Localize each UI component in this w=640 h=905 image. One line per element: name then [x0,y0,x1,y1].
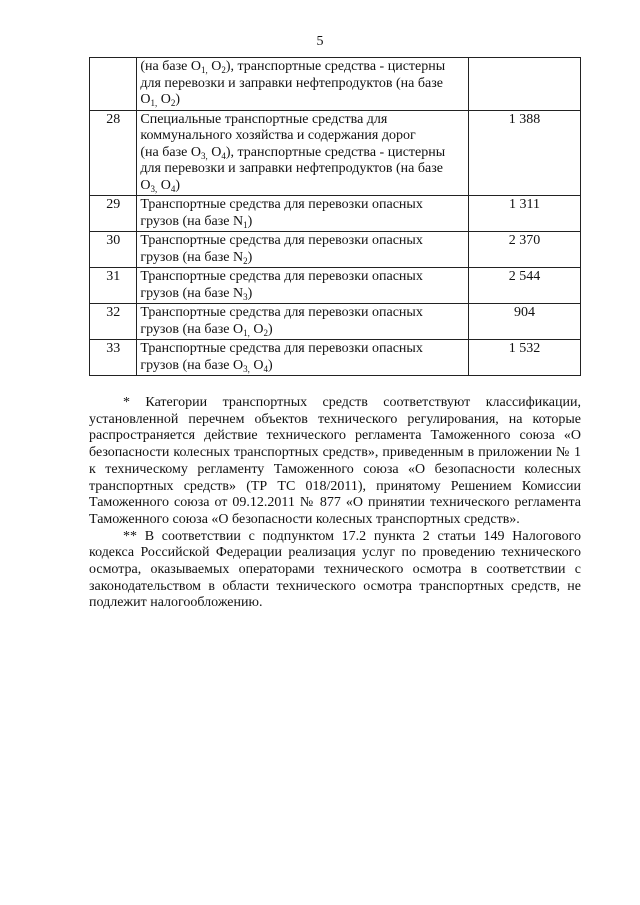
subscript: 1, [200,65,208,75]
text-segment: грузов (на базе N [140,249,244,265]
text-segment: O [157,177,171,193]
footnotes [89,395,581,612]
description-line [140,59,465,76]
text-segment: Транспортные средства для перевозки опасных [140,233,423,248]
table-row [90,58,581,111]
row-price: 2 370 [469,232,581,268]
table-row [90,268,581,304]
text-segment: O [207,144,222,160]
table-row [90,340,581,376]
description-line [140,341,465,358]
subscript: 1, [243,327,250,338]
tariff-table-body [90,58,581,376]
table-row [90,232,581,268]
description-line [140,178,465,195]
table-row [90,304,581,340]
text-segment: ) [247,213,253,229]
description-line [140,286,465,303]
text-segment: для перевозки и заправки нефтепродуктов (на базе [140,75,443,91]
description-line [140,214,465,231]
subscript: 2 [221,65,226,75]
row-description [137,58,469,111]
description-line [140,322,465,339]
text-segment: ) [175,92,181,107]
subscript: 2 [263,327,268,338]
text-segment: O [140,177,151,193]
description-line [140,197,465,214]
row-price: 904 [469,304,581,340]
text-segment: O [157,92,171,107]
description-line [140,112,465,129]
text-segment: ) [175,177,181,193]
text-segment: ), транспортные средства - цистерны [225,144,446,160]
description-line [140,305,465,322]
page-number: 5 [316,34,324,49]
row-description [137,232,469,268]
subscript: 4 [263,363,268,374]
text-segment: Транспортные средства для перевозки опасных [140,197,423,212]
text-segment: коммунального хозяйства и содержания дорог [140,128,416,143]
table-row [90,110,581,196]
text-segment: O [140,92,151,107]
text-segment: ) [267,321,273,337]
row-number [90,58,137,111]
description-line [140,269,465,286]
row-number: 29 [90,196,137,232]
text-segment: O [249,357,264,373]
subscript: 3, [243,363,250,374]
row-number: 32 [90,304,137,340]
row-description [137,196,469,232]
subscript: 3 [243,291,248,302]
subscript: 4 [221,150,226,161]
text-segment: (на базе O [140,59,201,74]
text-segment: (на базе O [140,144,201,160]
text-segment: Транспортные средства для перевозки опасных [140,341,423,356]
description-line [140,128,465,145]
row-price: 1 532 [469,340,581,376]
row-price: 1 388 [469,110,581,196]
row-price: 2 544 [469,268,581,304]
text-segment: Транспортные средства для перевозки опасных [140,269,423,284]
text-segment: ) [247,249,253,265]
description-line [140,92,465,109]
text-segment: грузов (на базе O [140,357,244,373]
row-description [137,268,469,304]
text-segment: грузов (на базе N [140,285,244,301]
description-line [140,161,465,178]
text-segment: ), транспортные средства - цистерны [225,59,446,74]
description-line [140,250,465,267]
row-number: 28 [90,110,137,196]
row-price [469,58,581,111]
text-segment: Транспортные средства для перевозки опасных [140,305,423,320]
table-row [90,196,581,232]
subscript: 3, [150,183,158,194]
footnote-tax-exemption: ** В соответствии с подпунктом 17.2 пункта 2 статьи 149 Налогового кодекса Российской Федерации реализация услуг по проведению технического осмотра, оказываемых операторами технического осмотра в соответствии с законодательством в области технического осмотра транспортных средств, не подлежит налогообложению. [89,528,581,611]
subscript: 2 [243,255,248,266]
text-segment: Специальные транспортные средства для [140,111,388,127]
text-segment: O [207,59,222,74]
text-segment: ) [267,357,273,373]
row-number: 33 [90,340,137,376]
text-segment: грузов (на базе O [140,321,244,337]
subscript: 4 [170,183,176,194]
row-number: 30 [90,232,137,268]
description-line [140,145,465,162]
text-segment: для перевозки и заправки нефтепродуктов (на базе [140,161,443,176]
row-description [137,304,469,340]
row-price: 1 311 [469,196,581,232]
description-line [140,76,465,93]
row-number: 31 [90,268,137,304]
tariff-table [89,57,581,376]
footnote-categories: * Категории транспортных средств соответствуют классификации, установленной перечнем объектов технического регулирования, на которые распространяется действие технического регламента Таможенного союза «О безопасности колесных транспортных средств», приведенным в приложении № 1 к техническому регламенту Таможенного союза «О безопасности колесных транспортных средств» (ТР ТС 018/2011), принятому Решением Комиссии Таможенного союза от 09.12.2011 № 877 «О принятии технического регламента Таможенного союза «О безопасности колесных транспортных средств». [89,395,581,527]
description-line [140,358,465,375]
row-description [137,340,469,376]
subscript: 3, [200,150,208,161]
subscript: 1, [150,98,158,108]
row-description [137,110,469,196]
text-segment: O [249,321,264,337]
description-line [140,233,465,250]
subscript: 1 [243,219,248,230]
text-segment: ) [247,285,253,301]
text-segment: грузов (на базе N [140,213,244,229]
subscript: 2 [170,98,176,108]
